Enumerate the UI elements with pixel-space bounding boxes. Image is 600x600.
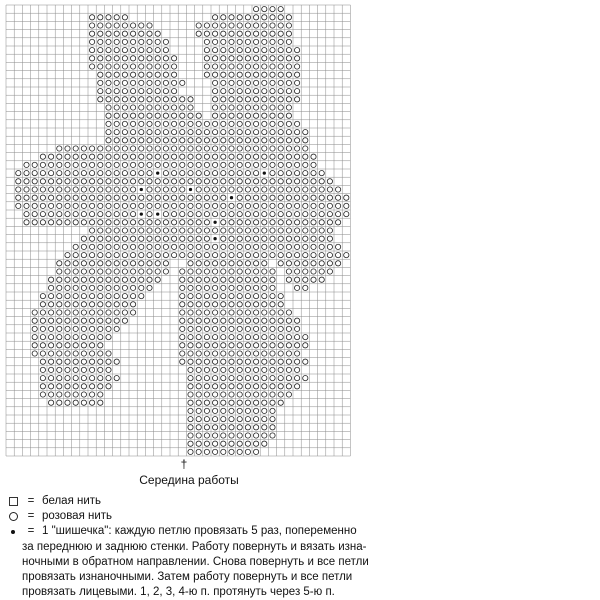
legend-equals: = [27,525,35,538]
center-marker: † [180,457,188,471]
legend-text: 1 "шишечка": каждую петлю провязать 5 раз, попеременно [42,525,357,538]
center-label: Середина работы [139,473,239,487]
legend-row-bobble [6,524,596,539]
legend-line: ночными в обратном направлении. Снова повернуть и все петли [22,555,369,568]
legend-text: белая нить [42,495,102,507]
bobble-dot [189,188,192,191]
legend-equals: = [27,495,35,507]
bobble-dot [140,212,143,215]
legend-row-pink-yarn [6,509,596,524]
bobble-dot [156,171,159,174]
legend-row-white-yarn [6,494,596,509]
bobble-dot [230,196,233,199]
dot-icon [6,524,20,539]
bobble-dot [213,221,216,224]
legend-line: провязать лицевыми. 1, 2, 3, 4-ю п. протянуть через 5-ю п. [22,586,335,599]
bobble-dot [213,237,216,240]
legend-line: провязать изнаночными. Затем работу повернуть и все петли [22,571,353,584]
white-square-icon [6,494,20,509]
bobble-dot [140,188,143,191]
legend-bobble-description [6,540,596,600]
legend [6,494,596,600]
circle-icon [6,509,20,524]
legend-text: розовая нить [42,510,113,523]
legend-equals: = [27,510,35,523]
legend-line: за переднюю и заднюю стенки. Работу повернуть и вязать изна- [22,540,367,553]
bobble-dot [156,212,159,215]
bobble-dot [263,171,266,174]
